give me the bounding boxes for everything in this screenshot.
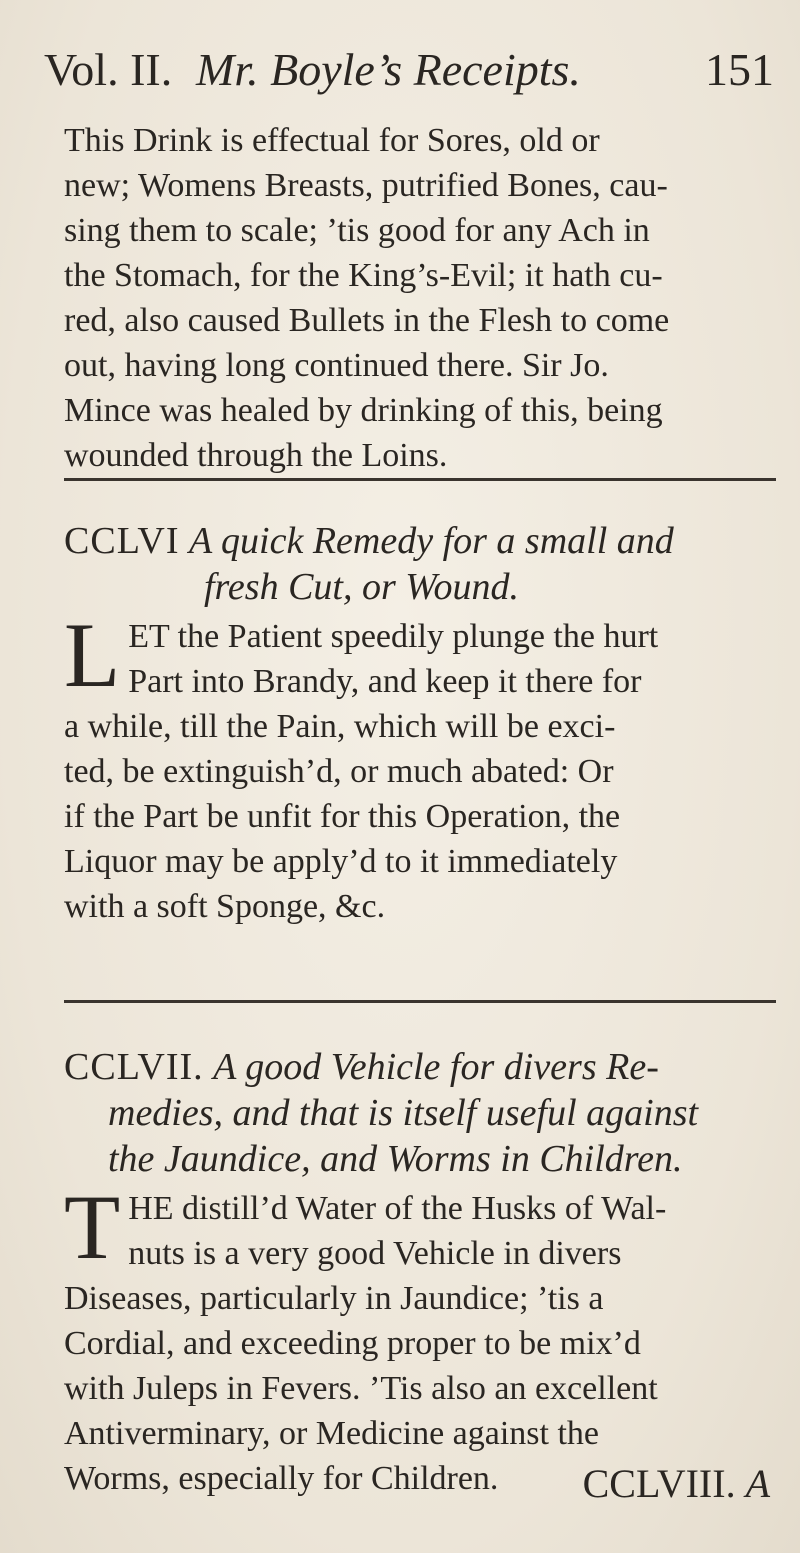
section-heading-257 bbox=[64, 1044, 780, 1182]
catchword-number: CCLVIII. bbox=[582, 1461, 736, 1506]
text-line: wounded through the Loins. bbox=[64, 437, 448, 474]
section-title-cont: fresh Cut, or Wound. bbox=[204, 566, 519, 608]
page-number: 151 bbox=[705, 44, 774, 95]
text-line: out, having long continued there. Sir Jo. bbox=[64, 347, 609, 384]
section-title: A good Vehicle for divers Re- bbox=[213, 1046, 659, 1088]
section-body-257 bbox=[64, 1176, 770, 1501]
text-line: Part into Brandy, and keep it there for bbox=[128, 663, 642, 700]
running-head bbox=[44, 40, 774, 100]
text-line: Liquor may be apply’d to it immediately bbox=[64, 843, 618, 880]
intro-paragraph bbox=[64, 118, 770, 478]
catchword-word: A bbox=[745, 1461, 770, 1506]
section-title: A quick Remedy for a small and bbox=[189, 520, 674, 562]
text-line: sing them to scale; ’tis good for any Ach in bbox=[64, 212, 650, 249]
section-divider bbox=[64, 478, 776, 481]
text-line: Cordial, and exceeding proper to be mix’d bbox=[64, 1325, 641, 1362]
text-line: nuts is a very good Vehicle in divers bbox=[128, 1235, 622, 1272]
text-line: new; Womens Breasts, putrified Bones, cau- bbox=[64, 167, 668, 204]
section-divider bbox=[64, 1000, 776, 1003]
drop-cap: L bbox=[64, 604, 121, 706]
text-line: Diseases, particularly in Jaundice; ’tis a bbox=[64, 1280, 604, 1317]
section-heading-256 bbox=[64, 518, 780, 610]
text-line: a while, till the Pain, which will be exci- bbox=[64, 708, 616, 745]
page-title: Mr. Boyle’s Receipts. bbox=[196, 44, 581, 95]
text-line: Worms, especially for Children. bbox=[64, 1460, 499, 1497]
text-line: with Juleps in Fevers. ’Tis also an excellent bbox=[64, 1370, 658, 1407]
text-line: ted, be extinguish’d, or much abated: Or bbox=[64, 753, 614, 790]
text-line: ET the Patient speedily plunge the hurt bbox=[128, 618, 659, 655]
section-title-cont: medies, and that is itself useful against bbox=[108, 1092, 699, 1134]
text-line: Antiverminary, or Medicine against the bbox=[64, 1415, 600, 1452]
text-line: This Drink is effectual for Sores, old or bbox=[64, 122, 600, 159]
text-line: HE distill’d Water of the Husks of Wal- bbox=[128, 1190, 667, 1227]
section-number: CCLVII. bbox=[64, 1046, 204, 1088]
text-line: Mince was healed by drinking of this, being bbox=[64, 392, 663, 429]
text-line: if the Part be unfit for this Operation, the bbox=[64, 798, 621, 835]
section-number: CCLVI bbox=[64, 520, 180, 562]
section-body-256 bbox=[64, 604, 770, 929]
drop-cap: T bbox=[64, 1176, 121, 1278]
catchword bbox=[583, 1459, 770, 1509]
text-line: with a soft Sponge, &c. bbox=[64, 888, 386, 925]
text-line: the Stomach, for the King’s-Evil; it hath cu- bbox=[64, 257, 663, 294]
text-line: red, also caused Bullets in the Flesh to come bbox=[64, 302, 670, 339]
volume-label: Vol. II. bbox=[44, 44, 173, 95]
section-title-cont: the Jaundice, and Worms in Children. bbox=[108, 1138, 683, 1180]
